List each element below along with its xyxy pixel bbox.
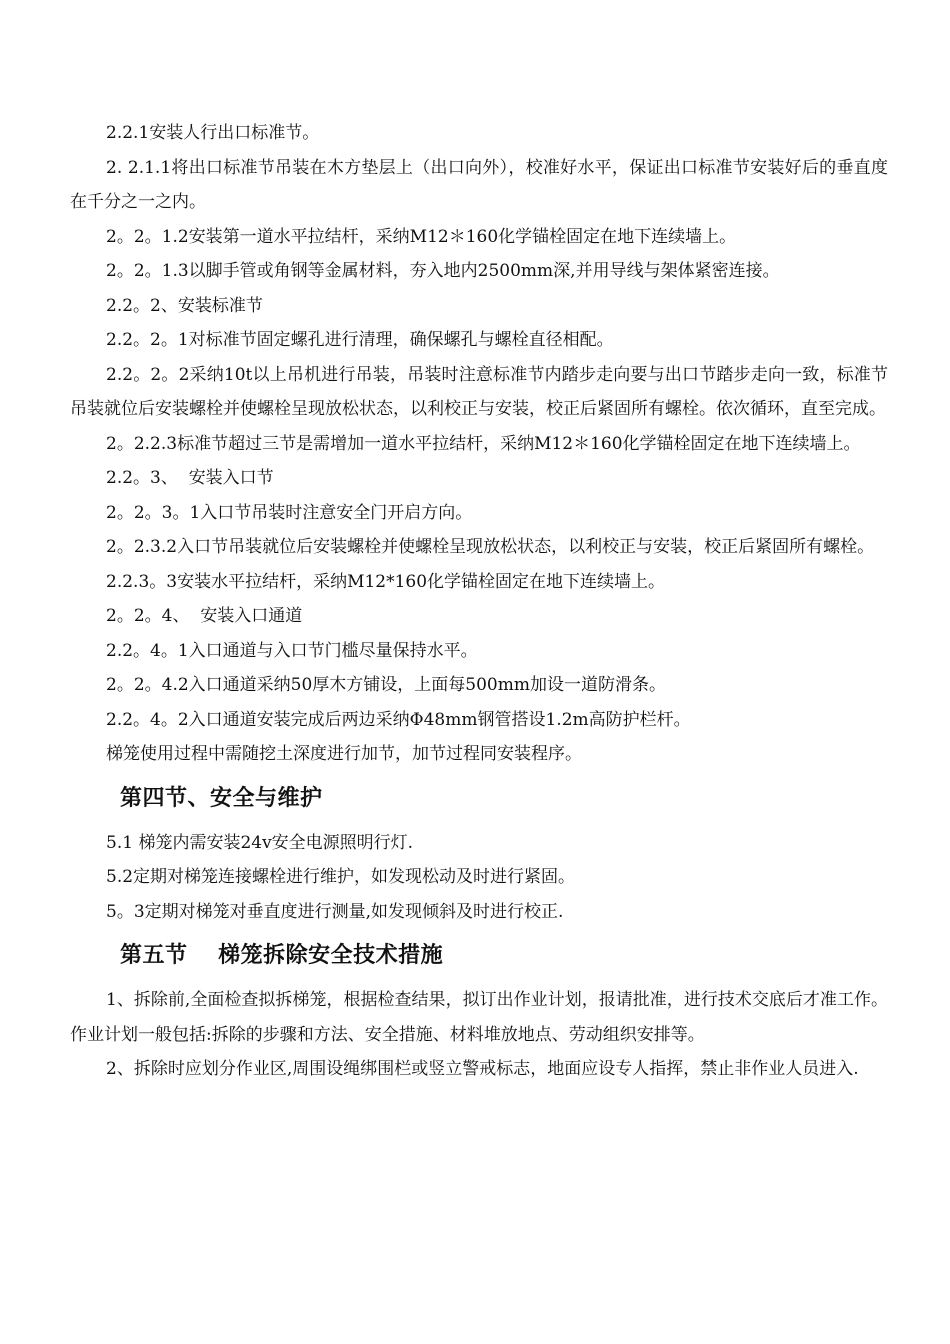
- paragraph-dismantle-1: 1、拆除前,全面检查拟拆梯笼，根据检查结果，拟订出作业计划，报请批准，进行技术交底后才准工作。作业计划一般包括:拆除的步骤和方法、安全措施、材料堆放地点、劳动组织安排等。: [70, 990, 888, 1045]
- paragraph-2-2-1-3: 2。2。1.3以脚手管或角钢等金属材料，夯入地内2500mm深,并用导线与架体紧密连接。: [106, 261, 780, 281]
- paragraph-2-2-2-1: 2.2。2。1对标准节固定螺孔进行清理，确保螺孔与螺栓直径相配。: [106, 330, 614, 350]
- section-5-heading: 第五节 梯笼拆除安全技术措施: [120, 943, 444, 968]
- paragraph-2-2-4-2b: 2.2。4。2入口通道安装完成后两边采纳Φ48mm钢管搭设1.2m高防护栏杆。: [106, 709, 691, 730]
- paragraph-2-2-2-2: 2.2。2。2采纳10t以上吊机进行吊装，吊装时注意标准节内踏步走向要与出口节踏步走向一致，标准节吊装就位后安装螺栓并使螺栓呈现放松状态，以利校正与安装，校正后紧固所有螺栓。依次循环，直至完成。: [70, 364, 888, 419]
- paragraph-5-2: 5.2定期对梯笼连接螺栓进行维护，如发现松动及时进行紧固。: [106, 867, 576, 887]
- document-body: [70, 116, 888, 1087]
- paragraph-2-2-3-1: 2。2。3。1入口节吊装时注意安全门开启方向。: [106, 502, 473, 523]
- paragraph-2-2-3: 2.2。3、 安装入口节: [106, 468, 274, 488]
- paragraph-dismantle-2: 2、拆除时应划分作业区,周围设绳绑围栏或竖立警戒标志，地面应设专人指挥，禁止非作业人员进入.: [106, 1059, 859, 1079]
- paragraph-2-2-4: 2。2。4、 安装入口通道: [106, 606, 303, 626]
- paragraph-2-2-2-3: 2。2.2.3标准节超过三节是需增加一道水平拉结杆，采纳M12＊160化学锚栓固定在地下连续墙上。: [106, 433, 861, 454]
- paragraph-2-2-3-3: 2.2.3。3安装水平拉结杆，采纳M12*160化学锚栓固定在地下连续墙上。: [106, 571, 666, 592]
- paragraph-5-1: 5.1 梯笼内需安装24v安全电源照明行灯.: [106, 832, 414, 853]
- paragraph-2-2-1-1: 2. 2.1.1将出口标准节吊装在木方垫层上（出口向外），校准好水平，保证出口标准节安装好后的垂直度在千分之一之内。: [70, 157, 888, 212]
- paragraph-2-2-4-2a: 2。2。4.2入口通道采纳50厚木方铺设，上面每500mm加设一道防滑条。: [106, 675, 666, 695]
- section-4-heading: 第四节、安全与维护: [120, 785, 323, 811]
- paragraph-5-3: 5。3定期对梯笼对垂直度进行测量,如发现倾斜及时进行校正.: [106, 901, 564, 922]
- paragraph-2-2-1-2: 2。2。1.2安装第一道水平拉结杆，采纳M12＊160化学锚栓固定在地下连续墙上。: [106, 226, 737, 247]
- paragraph-2-2-4-1: 2.2。4。1入口通道与入口节门槛尽量保持水平。: [106, 640, 478, 661]
- paragraph-2-2-1: 2.2.1安装人行出口标准节。: [106, 123, 320, 143]
- paragraph-2-2-2: 2.2。2、安装标准节: [106, 295, 263, 316]
- paragraph-2-2-3-2: 2。2.3.2入口节吊装就位后安装螺栓并使螺栓呈现放松状态，以利校正与安装，校正后紧固所有螺栓。: [106, 537, 875, 557]
- paragraph-add-section-note: 梯笼使用过程中需随挖土深度进行加节，加节过程同安装程序。: [106, 744, 582, 764]
